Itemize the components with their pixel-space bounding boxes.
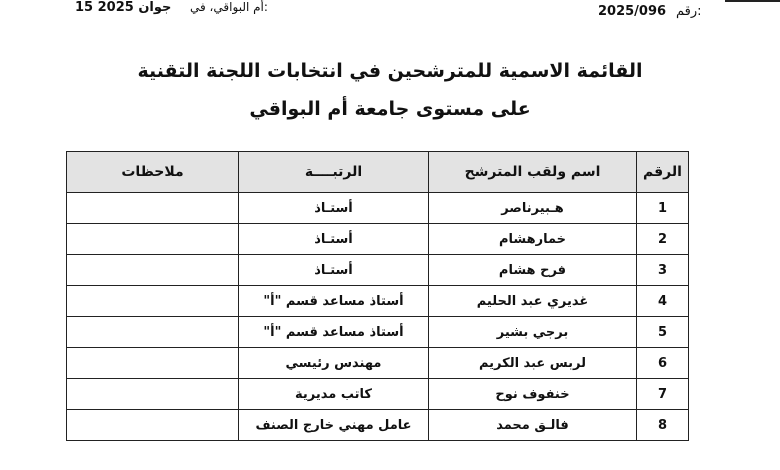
candidate-rank: أستـاذ: [239, 255, 429, 286]
candidate-rank: أستاذ مساعد قسم "أ": [239, 286, 429, 317]
table-row: [67, 410, 689, 441]
candidate-notes: [67, 317, 239, 348]
column-header-name: اسم ولقب المترشح: [429, 152, 637, 193]
location-label: أم البواقي، في:: [190, 0, 268, 14]
candidate-rank: كاتب مديرية: [239, 379, 429, 410]
row-number: 2: [637, 224, 689, 255]
document-subtitle: على مستوى جامعة أم البواقي: [249, 98, 531, 120]
table-header-row: [67, 152, 689, 193]
candidate-notes: [67, 193, 239, 224]
row-number: 3: [637, 255, 689, 286]
row-number: 8: [637, 410, 689, 441]
table-row: [67, 193, 689, 224]
table-row: [67, 255, 689, 286]
column-header-rank: الرتبــــة: [239, 152, 429, 193]
candidate-notes: [67, 286, 239, 317]
table-row: [67, 379, 689, 410]
candidate-notes: [67, 348, 239, 379]
row-number: 1: [637, 193, 689, 224]
candidates-table: [66, 151, 689, 441]
candidate-rank: أستاذ مساعد قسم "أ": [239, 317, 429, 348]
candidate-name: خمارهشام: [429, 224, 637, 255]
table-row: [67, 224, 689, 255]
candidate-name: خنفوف نوح: [429, 379, 637, 410]
candidate-notes: [67, 410, 239, 441]
candidate-rank: أستـاذ: [239, 193, 429, 224]
candidate-rank: عامل مهني خارج الصنف: [239, 410, 429, 441]
candidate-rank: أستـاذ: [239, 224, 429, 255]
table-row: [67, 286, 689, 317]
candidate-name: لربس عبد الكريم: [429, 348, 637, 379]
candidate-name: هـبيرناصر: [429, 193, 637, 224]
column-header-number: الرقم: [637, 152, 689, 193]
reference-label: رقم:: [676, 4, 702, 19]
table-row: [67, 317, 689, 348]
candidate-notes: [67, 379, 239, 410]
row-number: 6: [637, 348, 689, 379]
reference-number: 2025/096: [598, 4, 667, 19]
candidate-notes: [67, 224, 239, 255]
row-number: 5: [637, 317, 689, 348]
candidate-name: برجي بشير: [429, 317, 637, 348]
candidate-name: فالـق محمد: [429, 410, 637, 441]
row-number: 7: [637, 379, 689, 410]
table-row: [67, 348, 689, 379]
document-title: القائمة الاسمية للمترشحين في انتخابات اللجنة التقنية: [137, 60, 643, 82]
top-rule: [725, 0, 780, 2]
row-number: 4: [637, 286, 689, 317]
candidate-notes: [67, 255, 239, 286]
document-date: 15 جوان 2025: [75, 0, 172, 15]
candidate-name: فرح هشام: [429, 255, 637, 286]
column-header-notes: ملاحظات: [67, 152, 239, 193]
candidate-name: غديري عبد الحليم: [429, 286, 637, 317]
candidate-rank: مهندس رئيسي: [239, 348, 429, 379]
